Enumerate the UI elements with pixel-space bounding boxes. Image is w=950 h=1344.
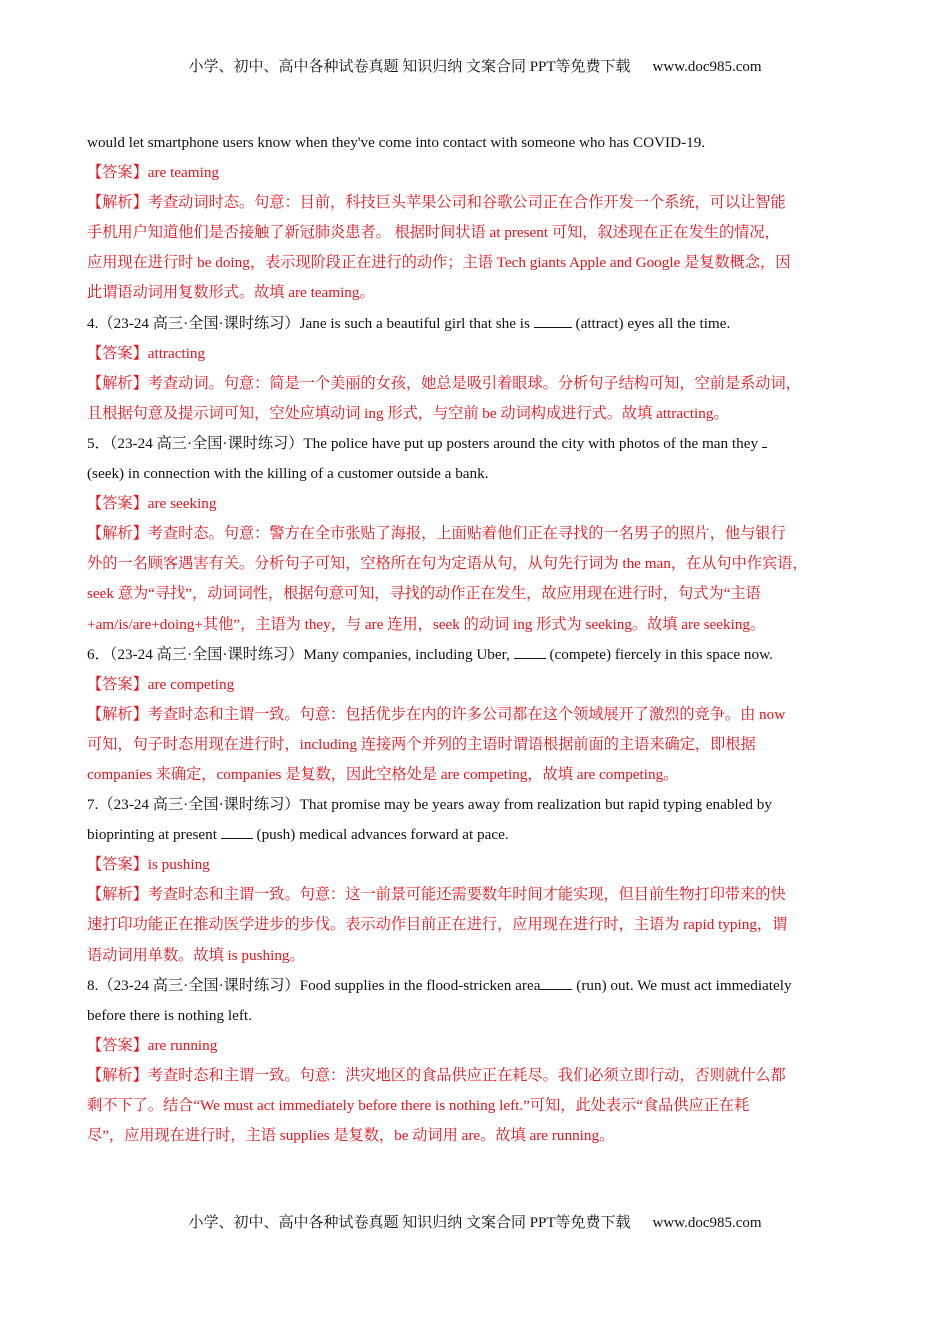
question-source: （23-24 高三·全国·课时练习） <box>98 314 300 332</box>
answer-value: are running <box>147 1036 218 1054</box>
page-header <box>0 57 950 77</box>
analysis-line <box>87 880 862 910</box>
question-text: before there is nothing left. <box>87 1006 252 1024</box>
answer-blank <box>221 824 253 839</box>
question-8 <box>87 971 862 1152</box>
answer-label: 【答案】 <box>87 495 148 513</box>
answer-value: are competing <box>147 675 235 693</box>
question-text <box>87 640 862 670</box>
question-text <box>87 309 862 339</box>
question-stem: That promise may be years away from realization but rapid typing enabled by <box>299 796 772 814</box>
document-body <box>87 128 862 1151</box>
question-number: 6． <box>87 645 110 663</box>
analysis-label: 【解析】 <box>87 525 148 543</box>
analysis-label: 【解析】 <box>87 1066 148 1084</box>
analysis-text: 考查时态和主谓一致。句意：洪灾地区的食品供应正在耗尽。我们必须立即行动，否则就什么都 <box>147 1066 786 1084</box>
question-stem: Many companies, including Uber, <box>303 645 514 663</box>
answer-value: attracting <box>147 344 206 362</box>
question-stem: bioprinting at present <box>87 826 221 844</box>
question-source: （23-24 高三·全国·课时练习） <box>109 645 304 663</box>
answer-line <box>87 489 862 519</box>
analysis-text: 考查动词时态。句意：目前，科技巨头苹果公司和谷歌公司正在合作开发一个系统，可以让智能 <box>147 194 786 212</box>
analysis-line <box>87 369 862 399</box>
question-source: （23-24 高三·全国·课时练习） <box>109 434 304 452</box>
analysis-line: 尽”，应用现在进行时，主语 supplies 是复数，be 动词用 are。故填 are running。 <box>87 1127 615 1145</box>
question-number: 8. <box>87 976 99 994</box>
question-stem-end: (attract) eyes all the time. <box>571 314 731 332</box>
footer-text: 小学、初中、高中各种试卷真题 知识归纳 文案合同 PPT等免费下载 <box>188 1215 631 1231</box>
analysis-line <box>87 188 862 218</box>
answer-label: 【答案】 <box>87 1036 148 1054</box>
question-number: 5． <box>87 434 110 452</box>
analysis-text: 考查时态。句意：警方在全市张贴了海报，上面贴着他们正在寻找的一名男子的照片，他与银行 <box>147 525 786 543</box>
analysis-line <box>87 700 862 730</box>
analysis-line: 剩不下了。结合“We must act immediately before there is nothing left.”可知，此处表示“食品供应正在耗 <box>87 1097 750 1114</box>
question-stem-end: (push) medical advances forward at pace. <box>252 826 509 844</box>
answer-blank <box>762 433 767 448</box>
question-stem: Food supplies in the flood-stricken area <box>299 976 541 994</box>
answer-label: 【答案】 <box>87 675 148 693</box>
question-5 <box>87 429 862 640</box>
analysis-text: 考查时态和主谓一致。句意：这一前景可能还需要数年时间才能实现，但目前生物打印带来的快 <box>147 886 786 904</box>
analysis-text: 考查动词。句意：简是一个美丽的女孩，她总是吸引着眼球。分析句子结构可知，空前是系动词， <box>147 374 801 392</box>
question-stem-end: (compete) fiercely in this space now. <box>545 645 773 663</box>
answer-label: 【答案】 <box>87 164 148 182</box>
analysis-text: 考查时态和主谓一致。句意：包括优步在内的许多公司都在这个领域展开了激烈的竞争。由 now <box>147 705 786 723</box>
answer-blank <box>514 644 546 659</box>
analysis-line: seek 意为“寻找”，动词词性，根据句意可知，寻找的动作正在发生，故应用现在进行时，句式为“主语 <box>87 585 761 603</box>
analysis-line: 可知，句子时态用现在进行时，including 连接两个并列的主语时谓语根据前面的主语来确定，即根据 <box>87 735 756 753</box>
header-site-link[interactable]: www.doc985.com <box>652 59 762 75</box>
analysis-line: 速打印功能正在推动医学进步的步伐。表示动作目前正在进行，应用现在进行时，主语为 rapid typing，谓 <box>87 916 788 934</box>
answer-label: 【答案】 <box>87 344 148 362</box>
analysis-line: 外的一名顾客遇害有关。分析句子可知，空格所在句为定语从句，从句先行词为 the man，在从句中作宾语， <box>87 555 808 573</box>
analysis-line: 此谓语动词用复数形式。故填 are teaming。 <box>87 284 375 302</box>
analysis-line <box>87 519 862 549</box>
footer-site-link[interactable]: www.doc985.com <box>652 1215 762 1231</box>
analysis-line: 且根据句意及提示词可知，空处应填动词 ing 形式，与空前 be 动词构成进行式。故填 attracting。 <box>87 404 729 422</box>
question-stem: The police have put up posters around the city with photos of the man they <box>303 434 759 452</box>
analysis-label: 【解析】 <box>87 194 148 212</box>
analysis-label: 【解析】 <box>87 886 148 904</box>
answer-label: 【答案】 <box>87 856 148 874</box>
answer-value: are seeking <box>147 495 217 513</box>
page-footer <box>0 1213 950 1233</box>
question-text: (seek) in connection with the killing of a customer outside a bank. <box>87 465 489 483</box>
question-text <box>87 971 862 1001</box>
question-number: 4. <box>87 314 99 332</box>
answer-line <box>87 339 862 369</box>
answer-blank <box>534 313 572 328</box>
answer-line <box>87 158 862 188</box>
question-text: would let smartphone users know when they've come into contact with someone who has COVID-19. <box>87 134 706 151</box>
question-number: 7. <box>87 796 99 814</box>
question-source: （23-24 高三·全国·课时练习） <box>98 976 300 994</box>
answer-line <box>87 670 862 700</box>
question-text <box>87 429 862 459</box>
answer-line <box>87 850 862 880</box>
question-7 <box>87 790 862 971</box>
question-stem: Jane is such a beautiful girl that she is <box>299 314 534 332</box>
header-text: 小学、初中、高中各种试卷真题 知识归纳 文案合同 PPT等免费下载 <box>188 59 631 75</box>
analysis-line: 手机用户知道他们是否接触了新冠肺炎患者。 根据时间状语 at present 可知，叙述现在正在发生的情况， <box>87 224 780 242</box>
question-6 <box>87 640 862 790</box>
answer-blank <box>540 975 572 990</box>
answer-value: are teaming <box>147 164 220 182</box>
answer-line <box>87 1031 862 1061</box>
question-text <box>87 820 862 850</box>
analysis-line: 应用现在进行时 be doing，表示现阶段正在进行的动作；主语 Tech giants Apple and Google 是复数概念，因 <box>87 254 791 272</box>
question-text <box>87 790 862 820</box>
analysis-line: 语动词用单数。故填 is pushing。 <box>87 946 305 964</box>
answer-value: is pushing <box>147 856 210 874</box>
analysis-label: 【解析】 <box>87 374 148 392</box>
analysis-label: 【解析】 <box>87 705 148 723</box>
question-3 <box>87 128 862 309</box>
question-stem-end: (run) out. We must act immediately <box>572 976 792 994</box>
analysis-line: +am/is/are+doing+其他”，主语为 they，与 are 连用，seek 的动词 ing 形式为 seeking。故填 are seeking。 <box>87 615 766 633</box>
analysis-line <box>87 1061 862 1091</box>
question-source: （23-24 高三·全国·课时练习） <box>98 796 300 814</box>
question-4 <box>87 309 862 429</box>
analysis-line: companies 来确定，companies 是复数，因此空格处是 are competing，故填 are competing。 <box>87 765 679 783</box>
